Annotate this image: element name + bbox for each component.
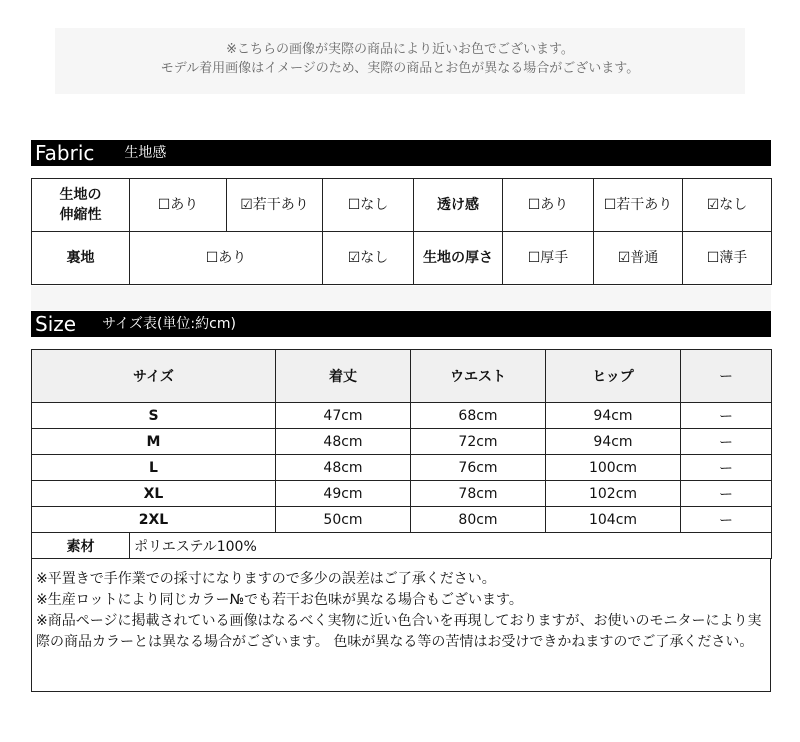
extra-cell: ー	[681, 507, 772, 533]
size-cell: S	[32, 403, 276, 429]
hip-cell: 100cm	[546, 455, 681, 481]
header-waist: ウエスト	[411, 350, 546, 403]
thickness-label: 生地の厚さ	[414, 232, 503, 285]
fabric-row-lining	[32, 232, 772, 285]
lining-option-yes: ☐あり	[130, 232, 323, 285]
material-value: ポリエステル100%	[130, 533, 772, 559]
table-row	[32, 403, 772, 429]
length-cell: 48cm	[276, 455, 411, 481]
fabric-title-en: Fabric	[35, 141, 95, 165]
fabric-row-stretch	[32, 179, 772, 232]
lining-label: 裏地	[32, 232, 130, 285]
sheer-option-none: ☑なし	[683, 179, 772, 232]
length-cell: 47cm	[276, 403, 411, 429]
notice-line-2: モデル着用画像はイメージのため、実際の商品とお色が異なる場合がございます。	[160, 61, 640, 76]
stretch-option-slight: ☑若干あり	[227, 179, 323, 232]
size-title-en: Size	[35, 312, 77, 336]
waist-cell: 76cm	[411, 455, 546, 481]
note-measurement: ※平置きで手作業での採寸になりますので多少の誤差はご了承ください。	[36, 571, 496, 587]
material-label: 素材	[32, 533, 130, 559]
notes-box	[31, 558, 771, 692]
size-title-jp: サイズ表(単位:約cm)	[102, 316, 236, 332]
thickness-option-normal: ☑普通	[594, 232, 683, 285]
fabric-table	[31, 178, 772, 285]
length-cell: 50cm	[276, 507, 411, 533]
size-cell: M	[32, 429, 276, 455]
stretch-label: 生地の 伸縮性	[32, 179, 130, 232]
fabric-title-jp: 生地感	[124, 145, 167, 161]
material-table	[31, 532, 772, 559]
table-row	[32, 455, 772, 481]
table-row	[32, 429, 772, 455]
length-cell: 49cm	[276, 481, 411, 507]
header-size: サイズ	[32, 350, 276, 403]
note-monitor-color: ※商品ページに掲載されている画像はなるべく実物に近い色合いを再現しておりますが、お使いのモニターにより実際の商品カラーとは異なる場合がございます。 色味が異なる等の苦情はお受けできかねますのでご了承ください。	[36, 613, 762, 650]
waist-cell: 80cm	[411, 507, 546, 533]
size-cell: 2XL	[32, 507, 276, 533]
hip-cell: 104cm	[546, 507, 681, 533]
size-table-header	[32, 350, 772, 403]
hip-cell: 94cm	[546, 403, 681, 429]
header-hip: ヒップ	[546, 350, 681, 403]
notice-line-1: ※こちらの画像が実際の商品により近いお色でございます。	[226, 42, 574, 57]
thickness-option-thick: ☐厚手	[503, 232, 594, 285]
waist-cell: 68cm	[411, 403, 546, 429]
stretch-option-none: ☐なし	[323, 179, 414, 232]
header-length: 着丈	[276, 350, 411, 403]
hip-cell: 102cm	[546, 481, 681, 507]
sheer-option-yes: ☐あり	[503, 179, 594, 232]
table-row	[32, 481, 772, 507]
fabric-section-header	[31, 140, 771, 166]
size-table	[31, 349, 772, 533]
waist-cell: 72cm	[411, 429, 546, 455]
length-cell: 48cm	[276, 429, 411, 455]
waist-cell: 78cm	[411, 481, 546, 507]
extra-cell: ー	[681, 455, 772, 481]
size-section-header	[31, 311, 771, 337]
thickness-option-thin: ☐薄手	[683, 232, 772, 285]
color-notice	[55, 28, 745, 94]
material-row	[32, 533, 772, 559]
table-row	[32, 507, 772, 533]
note-lot-color: ※生産ロットにより同じカラー№でも若干お色味が異なる場合もございます。	[36, 592, 523, 608]
lining-option-none: ☑なし	[323, 232, 414, 285]
stretch-option-yes: ☐あり	[130, 179, 227, 232]
extra-cell: ー	[681, 403, 772, 429]
section-divider	[31, 286, 771, 310]
size-cell: XL	[32, 481, 276, 507]
header-extra: ー	[681, 350, 772, 403]
extra-cell: ー	[681, 481, 772, 507]
sheer-label: 透け感	[414, 179, 503, 232]
hip-cell: 94cm	[546, 429, 681, 455]
extra-cell: ー	[681, 429, 772, 455]
size-cell: L	[32, 455, 276, 481]
sheer-option-slight: ☐若干あり	[594, 179, 683, 232]
